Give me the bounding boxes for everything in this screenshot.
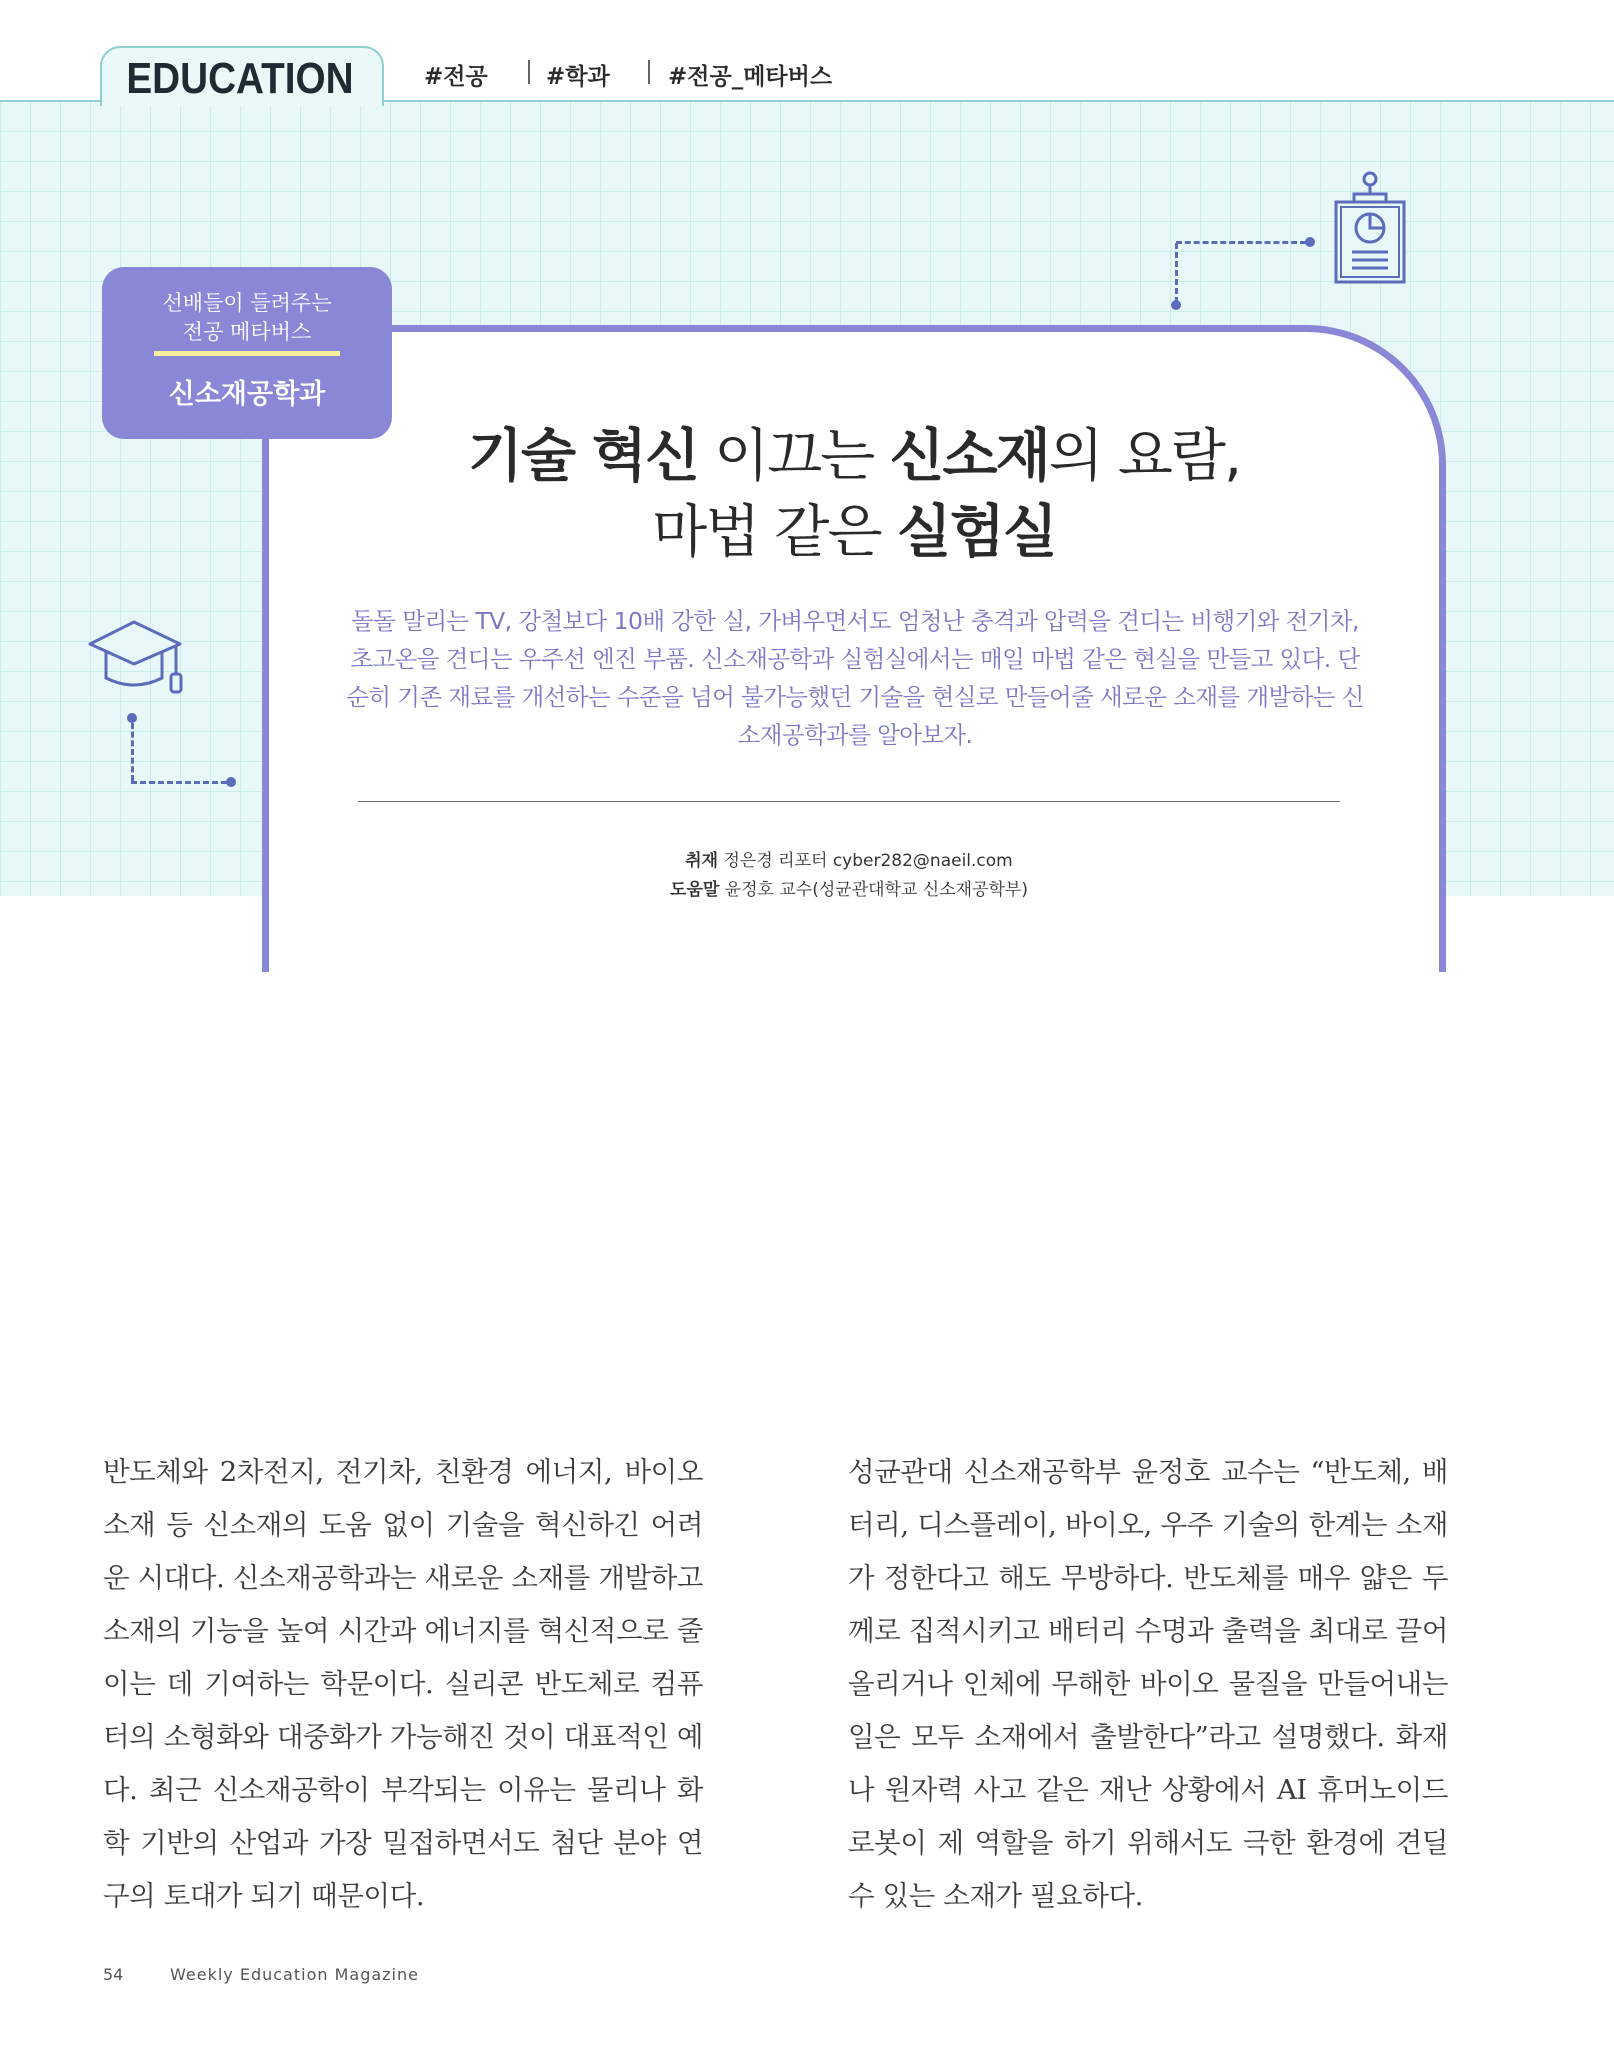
credit-label: 취재 (685, 851, 719, 871)
badge-subtitle (102, 289, 392, 347)
credit-reporter (358, 847, 1340, 876)
headline-line-2 (262, 494, 1446, 570)
badge-title: 신소재공학과 (168, 379, 326, 410)
tag-department[interactable]: #학과 (546, 64, 610, 90)
page-number: 54 (103, 1965, 124, 1984)
section-label: EDUCATION (126, 54, 354, 103)
headline-light: 이끄는 (698, 423, 890, 489)
dashed-connector (131, 781, 227, 784)
dashed-connector (131, 723, 134, 781)
tag-major[interactable]: #전공 (424, 64, 488, 90)
credit-value: 윤정호 교수(성균관대학교 신소재공학부) (719, 880, 1028, 900)
tag-separator (528, 60, 530, 84)
badge-underline (154, 351, 340, 356)
credits (358, 847, 1340, 905)
magazine-name: Weekly Education Magazine (170, 1965, 419, 1984)
article-headline (262, 418, 1446, 570)
body-column-left: 반도체와 2차전지, 전기차, 친환경 에너지, 바이오 소재 등 신소재의 도움 없이 기술을 혁신하긴 어려운 시대다. 신소재공학과는 새로운 소재를 개발하고 소재의 기능을 높여 시간과 에너지를 혁신적으로 줄이는 데 기여하는 학문이다. 실리콘 반도체로 컴퓨터의 소형화와 대중화가 가능해진 것이 대표적인 예다. 최근 신소재공학이 부각되는 이유는 물리나 화학 기반의 산업과 가장 밀접하면서도 첨단 분야 연구의 토대가 되기 때문이다. (103, 1456, 703, 1912)
lead-paragraph: 돌돌 말리는 TV, 강철보다 10배 강한 실, 가벼우면서도 엄청난 충격과 압력을 견디는 비행기와 전기차, 초고온을 견디는 우주선 엔진 부품. 신소재공학과 실험실에서는 매일 마법 같은 현실을 만들고 있다. 단순히 기존 재료를 개선하는 수준을 넘어 불가능했던 기술을 현실로 만들어줄 새로운 소재를 개발하는 신소재공학과를 알아보자. (346, 607, 1364, 749)
tag-separator (648, 60, 650, 84)
series-badge (102, 267, 392, 439)
headline-bold: 신소재 (889, 423, 1049, 489)
clipboard-chart-icon (1326, 170, 1408, 286)
headline-bold: 기술 혁신 (467, 423, 699, 489)
credit-label: 도움말 (670, 880, 720, 900)
graduation-cap-icon (86, 618, 190, 698)
headline-line-1 (262, 418, 1446, 494)
body-column-right: 성균관대 신소재공학부 윤정호 교수는 “반도체, 배터리, 디스플레이, 바이오, 우주 기술의 한계는 소재가 정한다고 해도 무방하다. 반도체를 매우 얇은 두께로 집적시키고 배터리 수명과 출력을 최대로 끌어올리거나 인체에 무해한 바이오 물질을 만들어내는 일은 모두 소재에서 출발한다”라고 설명했다. 화재나 원자력 사고 같은 재난 상황에서 AI 휴머노이드 로봇이 제 역할을 하기 위해서도 극한 환경에 견딜 수 있는 소재가 필요하다. (848, 1456, 1448, 1912)
headline-bold: 실험실 (896, 499, 1056, 565)
credit-value: 정은경 리포터 cyber282@naeil.com (718, 851, 1013, 871)
headline-light: 마법 같은 (652, 499, 897, 565)
badge-subtitle-line: 선배들이 들려주는 (162, 291, 332, 315)
connector-dot (1171, 300, 1181, 310)
connector-dot (226, 777, 236, 787)
credit-advisor (358, 876, 1340, 905)
dashed-connector (1175, 243, 1178, 303)
connector-dot (1305, 237, 1315, 247)
card-divider (358, 801, 1340, 802)
headline-light: 의 요람, (1048, 423, 1241, 489)
tag-major-metaverse[interactable]: #전공_메타버스 (668, 64, 833, 90)
connector-dot (127, 713, 137, 723)
badge-subtitle-line: 전공 메타버스 (182, 320, 312, 344)
dashed-connector (1176, 241, 1306, 244)
